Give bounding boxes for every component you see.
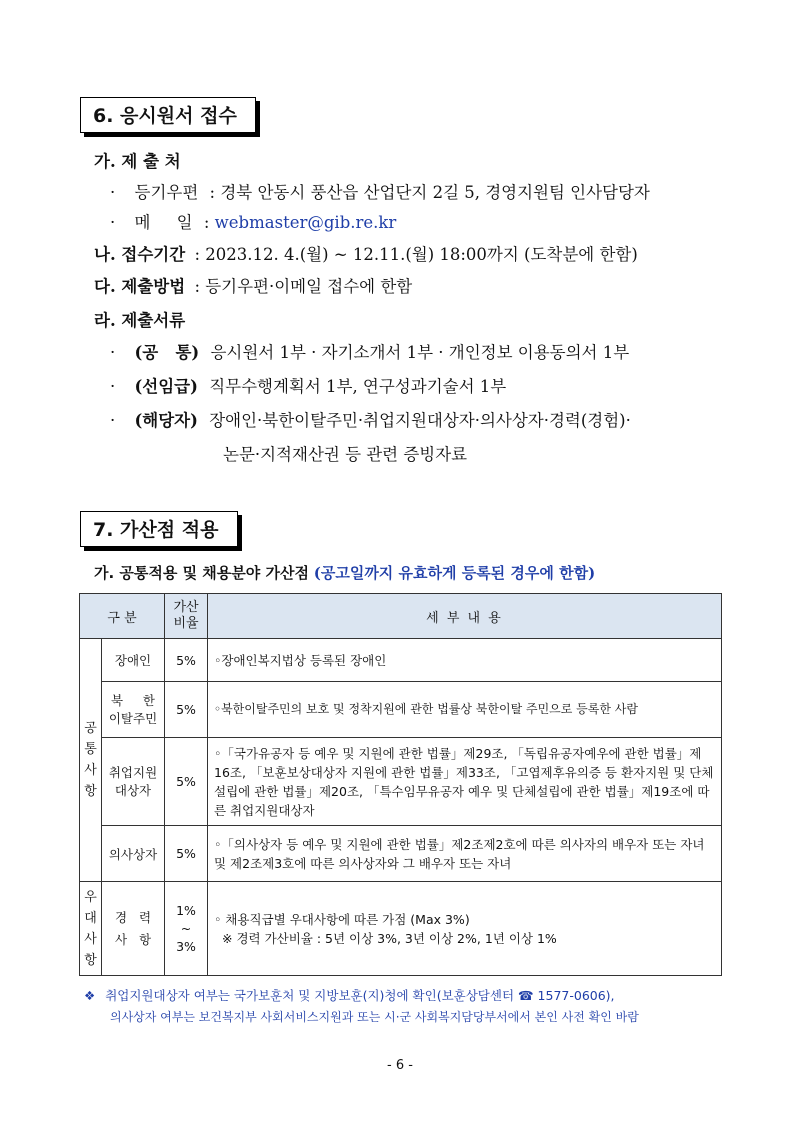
row-name: 의사상자 xyxy=(102,826,165,882)
doc-applicable-value: 장애인·북한이탈주민·취업지원대상자·의사상자·경력(경험)· xyxy=(209,411,631,430)
career-detail: ◦ 채용직급별 우대사항에 따른 가점 (Max 3%) xyxy=(214,911,470,927)
table-row xyxy=(80,682,722,738)
table-row xyxy=(80,882,722,976)
documents-label: 라. 제출서류 xyxy=(94,311,186,330)
submit-place-label: 가. 제 출 처 xyxy=(94,152,181,171)
bonus-table xyxy=(79,593,722,976)
page-number: - 6 - xyxy=(387,1058,413,1073)
row-detail: ◦「국가유공자 등 예우 및 지원에 관한 법률」제29조, 「독립유공자예우에 관한 법률」제16조, 「보훈보상대상자 지원에 관한 법률」제33조, 「고엽제후유의증 등 환자지원 및 단체설립에 관한 법률」제20조, 「특수임무유공자 예우 및 단체설립에 관한 법률」제19조에 따른 취업지원대상자 xyxy=(208,738,722,826)
doc-common-value: 응시원서 1부 · 자기소개서 1부 · 개인정보 이용동의서 1부 xyxy=(210,343,630,362)
doc-common xyxy=(110,342,629,364)
header-category: 구 분 xyxy=(80,594,165,639)
row-name: 경 력 사 항 xyxy=(102,882,165,976)
row-detail xyxy=(208,882,722,976)
doc-common-label: (공 통) xyxy=(134,343,200,362)
career-detail-note: ※ 경력 가산비율 : 5년 이상 3%, 3년 이상 2%, 1년 이상 1% xyxy=(222,930,557,946)
doc-senior-label: (선임급) xyxy=(134,377,198,396)
doc-senior xyxy=(110,376,506,398)
doc-senior-value: 직무수행계획서 1부, 연구성과기술서 1부 xyxy=(209,377,507,396)
email-link[interactable]: webmaster@gib.re.kr xyxy=(214,213,397,232)
email-line xyxy=(110,212,396,234)
table-row xyxy=(80,639,722,682)
bonus-subtitle-note: (공고일까지 유효하게 등록된 경우에 한함) xyxy=(313,564,596,582)
method-label: 다. 제출방법 xyxy=(94,277,186,296)
table-header-row xyxy=(80,594,722,639)
row-detail: ◦북한이탈주민의 보호 및 정착지원에 관한 법률상 북한이탈 주민으로 등록한 사람 xyxy=(208,682,722,738)
bullet: · xyxy=(110,411,116,430)
mail-line xyxy=(110,182,650,204)
bullet: · xyxy=(110,213,116,232)
header-detail: 세 부 내 용 xyxy=(208,594,722,639)
method-line xyxy=(94,276,412,298)
doc-applicable xyxy=(110,410,631,432)
footnote-line-1 xyxy=(84,986,615,1004)
mail-label: 등기우편 xyxy=(134,183,199,202)
table-row xyxy=(80,738,722,826)
row-rate: 5% xyxy=(165,826,208,882)
note-symbol: ❖ xyxy=(84,988,96,1003)
section-7-title: 7. 가산점 적용 xyxy=(80,511,238,547)
row-detail: ◦「의사상자 등 예우 및 지원에 관한 법률」제2조제2호에 따른 의사자의 배우자 또는 자녀 및 제2조제3호에 따른 의사상자와 그 배우자 또는 자녀 xyxy=(208,826,722,882)
email-colon: : xyxy=(203,213,210,232)
section-6-title: 6. 응시원서 접수 xyxy=(80,97,256,133)
row-name: 취업지원 대상자 xyxy=(102,738,165,826)
email-label: 메 일 xyxy=(134,213,193,232)
period-value: : 2023.12. 4.(월) ~ 12.11.(월) 18:00까지 (도착분에 한함) xyxy=(194,245,638,264)
row-rate: 5% xyxy=(165,682,208,738)
bonus-subtitle xyxy=(94,562,595,584)
bullet: · xyxy=(110,377,116,396)
row-rate: 5% xyxy=(165,639,208,682)
row-name: 북 한 이탈주민 xyxy=(102,682,165,738)
row-rate: 1% ~ 3% xyxy=(165,882,208,976)
period-line xyxy=(94,244,638,266)
table-row xyxy=(80,826,722,882)
footnote-line-2: 의사상자 여부는 보건복지부 사회서비스지원과 또는 시·군 사회복지담당부서에서 본인 사전 확인 바람 xyxy=(110,1010,639,1024)
row-rate: 5% xyxy=(165,738,208,826)
bullet: · xyxy=(110,183,116,202)
mail-value: : 경북 안동시 풍산읍 산업단지 2길 5, 경영지원팀 인사담당자 xyxy=(209,183,650,202)
bullet: · xyxy=(110,343,116,362)
group-common: 공 통 사 항 xyxy=(80,639,102,882)
group-preference: 우 대 사 항 xyxy=(80,882,102,976)
row-detail: ◦장애인복지법상 등록된 장애인 xyxy=(208,639,722,682)
note-text-1: 취업지원대상자 여부는 국가보훈처 및 지방보훈(지)청에 확인(보훈상담센터 ☎ 1577-0606), xyxy=(105,988,615,1003)
bonus-subtitle-main: 가. 공통적용 및 채용분야 가산점 xyxy=(94,564,309,582)
period-label: 나. 접수기간 xyxy=(94,245,186,264)
method-value: : 등기우편·이메일 접수에 한함 xyxy=(194,277,413,296)
doc-applicable-value-cont: 논문·지적재산권 등 관련 증빙자료 xyxy=(223,445,468,464)
doc-applicable-label: (해당자) xyxy=(134,411,198,430)
header-rate: 가산 비율 xyxy=(165,594,208,639)
row-name: 장애인 xyxy=(102,639,165,682)
